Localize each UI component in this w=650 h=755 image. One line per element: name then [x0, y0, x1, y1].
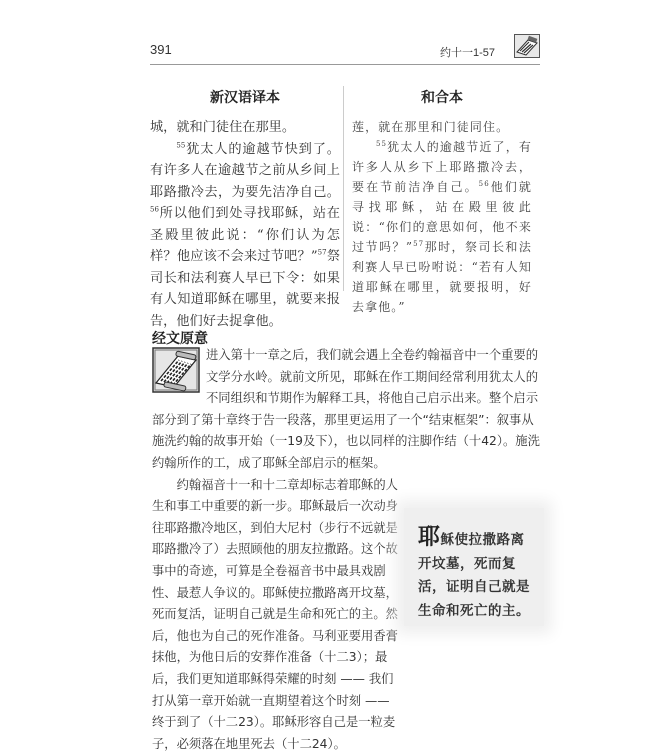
- verse-text: 犹太人的逾越节近了，有许多人从乡下上耶路撒冷去，要在节前洁净自己。: [352, 140, 532, 194]
- verse-number: 56: [150, 205, 159, 214]
- verse-number: 55: [176, 141, 186, 150]
- verse-text: 祭司长和法利赛人早已下令：如果有人知道耶稣在哪里，就要来报告，他们好去捉拿他。: [150, 249, 341, 329]
- pull-quote-text: 稣使拉撒路离开坟墓，死而复活，证明自己就是生命和死亡的主。: [418, 532, 530, 619]
- verse-text: 莲，就在那里和门徒同住。: [352, 120, 510, 134]
- drop-cap: 耶: [418, 525, 441, 550]
- verse-number: 56: [478, 180, 490, 188]
- page-header: [150, 40, 540, 65]
- verse-text: 他们就寻找耶稣，站在殿里彼此说：“你们的意思如何，他不来过节吗？”: [352, 180, 532, 254]
- running-head: 约十一1-57: [439, 47, 495, 59]
- column-divider: [343, 86, 344, 291]
- verse-number: 57: [413, 240, 425, 248]
- pull-quote: [404, 508, 544, 626]
- column-title-left: 新汉语译本: [210, 90, 280, 106]
- verse-number: 57: [317, 248, 327, 257]
- section-title: 经文原意: [152, 331, 208, 347]
- verse-text: 所以他们到处寻找耶稣，站在圣殿里彼此说：“你们认为怎样？他应该不会来过节吧？”: [150, 206, 340, 264]
- verse-text: 那时，祭司长和法利赛人早已吩咐说：“若有人知道耶稣在哪里，就要报明，好去拿他。”: [352, 240, 532, 314]
- paragraph: 进入第十一章之后，我们就会遇上全卷约翰福音中一个重要的文学分水岭。就前文所见，耶稣在作工期间经常利用犹太人的不同组织和节期作为解释工具，将他自己启示出来。整个启示部分到了第十章终于告一段落，那里更运用了一个“结束框架”：叙事从施洗约翰的故事开始（一19及下），也以同样的注脚作结（十42）。施洗约翰所作的工，成了耶稣全部启示的框架。: [152, 348, 540, 470]
- verse-number: 55: [376, 140, 388, 148]
- right-column-text: [352, 117, 532, 317]
- paragraph: 约翰福音十一和十二章却标志着耶稣的人生和事工中重要的新一步。耶稣最后一次动身往耶路撒冷地区，到伯大尼村（步行不远就是耶路撒冷了）去照顾他的朋友拉撒路。这个故事中的奇迹，可算是全卷福音书中最具戏剧性、最惹人争议的。耶稣使拉撒路离开坟墓，死而复活，证明自己就是生命和死亡的主。然后，他也为自己的死作准备。马利亚要用香膏抹他，为他日后的安葬作准备（十二3）；最后，我们更知道耶稣得荣耀的时刻 —— 我们打从第一章开始就一直期望着这个时刻 —— 终于到了（十二23）。耶稣形容自己是一粒麦子，必须落在地里死去（十二24）。: [152, 477, 398, 751]
- scroll-icon: [514, 34, 540, 58]
- verse-block: [352, 137, 532, 317]
- left-column-text: [150, 117, 340, 332]
- verse-text: 犹太人的逾越节快到了。有许多人在逾越节之前从乡间上耶路撒冷去，为要先洁净自己。: [150, 141, 340, 200]
- page-number: 391: [150, 42, 172, 57]
- verse-block: [150, 139, 340, 333]
- column-title-right: 和合本: [421, 90, 463, 106]
- verse-text: 城，就和门徒住在那里。: [150, 120, 296, 135]
